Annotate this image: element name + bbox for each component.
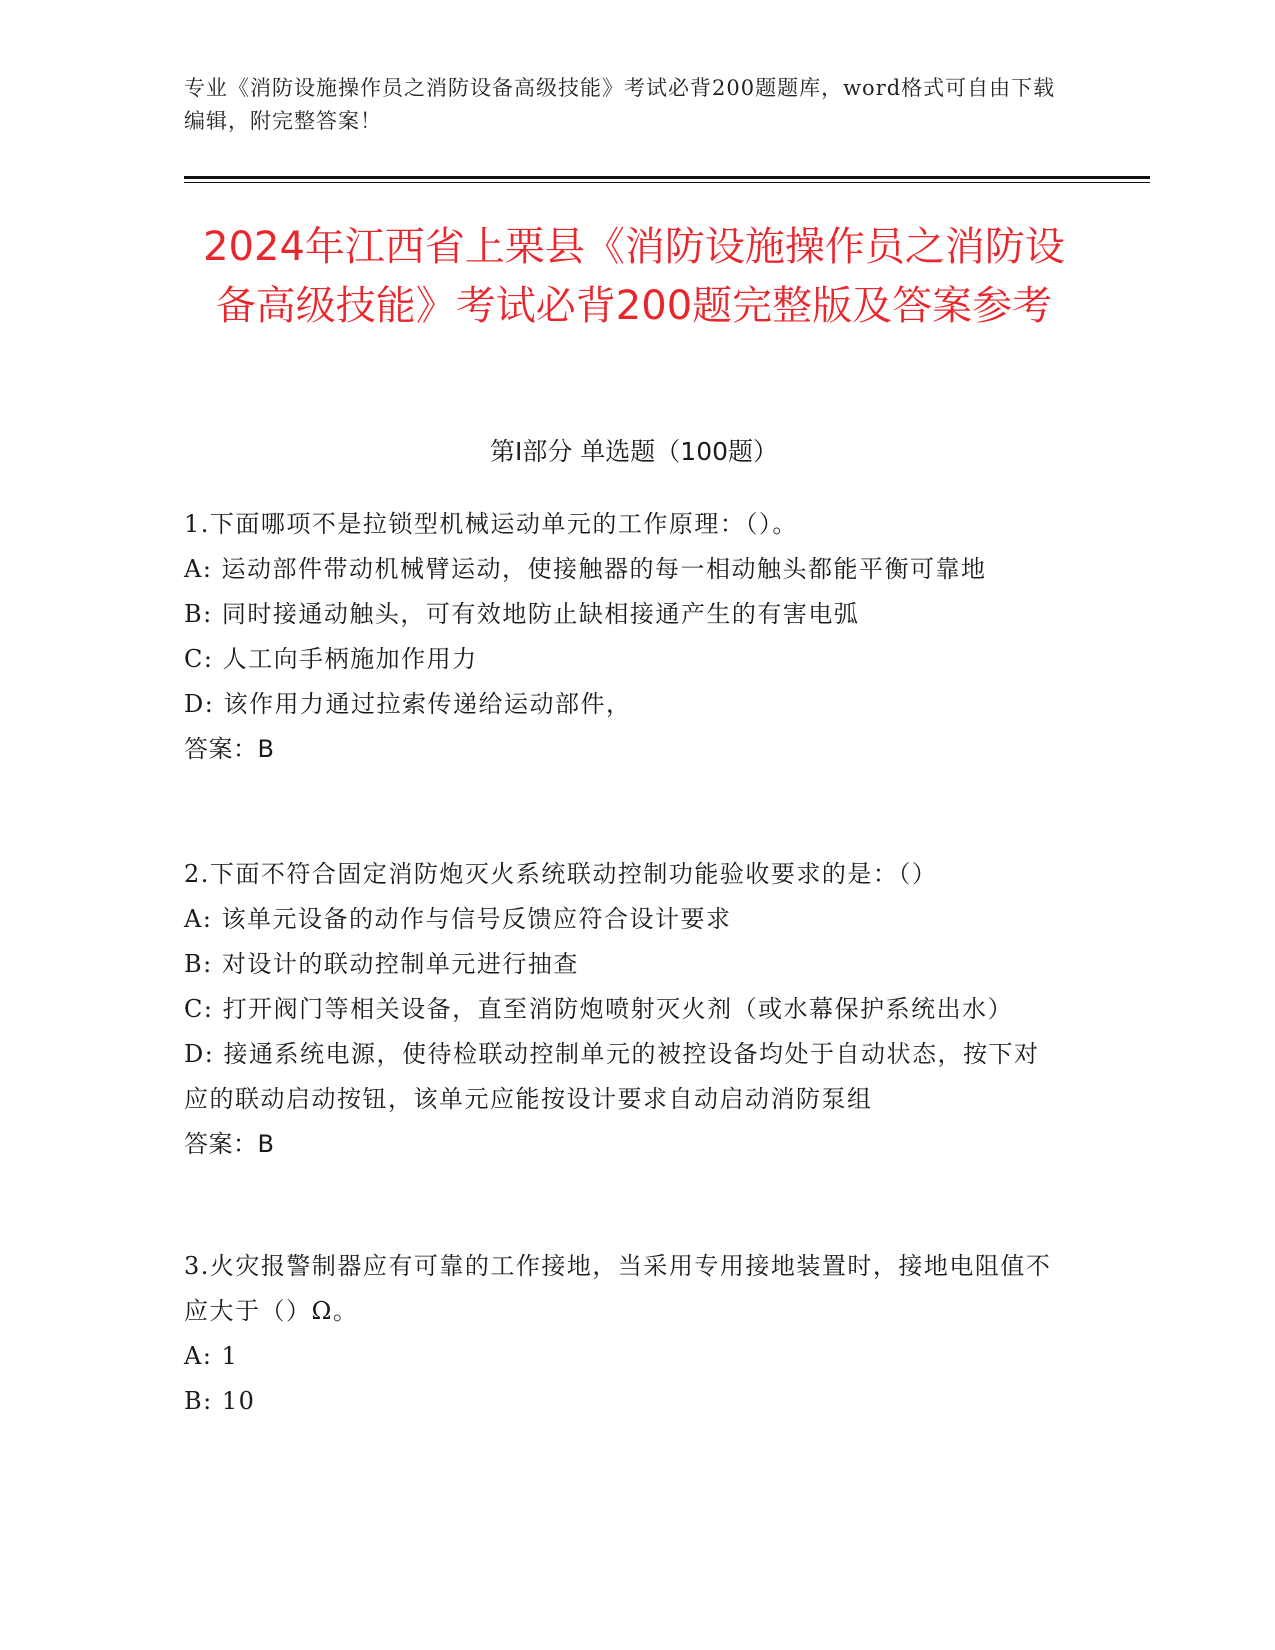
answer: 答案：B [184,1130,275,1158]
header-divider [184,176,1150,179]
question-1 [184,502,1064,772]
option-a: A: 运动部件带动机械臂运动，使接触器的每一相动触头都能平衡可靠地 [184,555,987,583]
option-d: D: 该作用力通过拉索传递给运动部件， [184,690,632,718]
option-a: A: 1 [184,1342,239,1370]
answer: 答案：B [184,735,275,763]
question-stem: 1.下面哪项不是拉锁型机械运动单元的工作原理：（）。 [184,510,798,538]
question-3 [184,1244,1064,1424]
header-note: 专业《消防设施操作员之消防设备高级技能》考试必背200题题库，word格式可自由下载编辑，附完整答案！ [184,76,1056,133]
option-a: A: 该单元设备的动作与信号反馈应符合设计要求 [184,905,732,933]
option-b: B: 10 [184,1387,256,1415]
document-title: 2024年江西省上栗县《消防设施操作员之消防设备高级技能》考试必背200题完整版及答案参考 [203,224,1065,329]
header-divider-thin [184,182,1150,183]
question-stem: 2.下面不符合固定消防炮灭火系统联动控制功能验收要求的是：（） [184,860,938,888]
question-2 [184,852,1064,1167]
section-heading: 第I部分 单选题（100题） [489,437,779,466]
option-b: B: 同时接通动触头，可有效地防止缺相接通产生的有害电弧 [184,600,860,628]
option-c: C: 人工向手柄施加作用力 [184,645,478,673]
question-stem: 3.火灾报警制器应有可靠的工作接地，当采用专用接地装置时，接地电阻值不应大于（）Ω。 [184,1252,1052,1325]
option-b: B: 对设计的联动控制单元进行抽查 [184,950,579,978]
option-c: C: 打开阀门等相关设备，直至消防炮喷射灭火剂（或水幕保护系统出水） [184,995,1014,1023]
option-d: D: 接通系统电源，使待检联动控制单元的被控设备均处于自动状态，按下对应的联动启动按钮，该单元应能按设计要求自动启动消防泵组 [184,1040,1040,1113]
